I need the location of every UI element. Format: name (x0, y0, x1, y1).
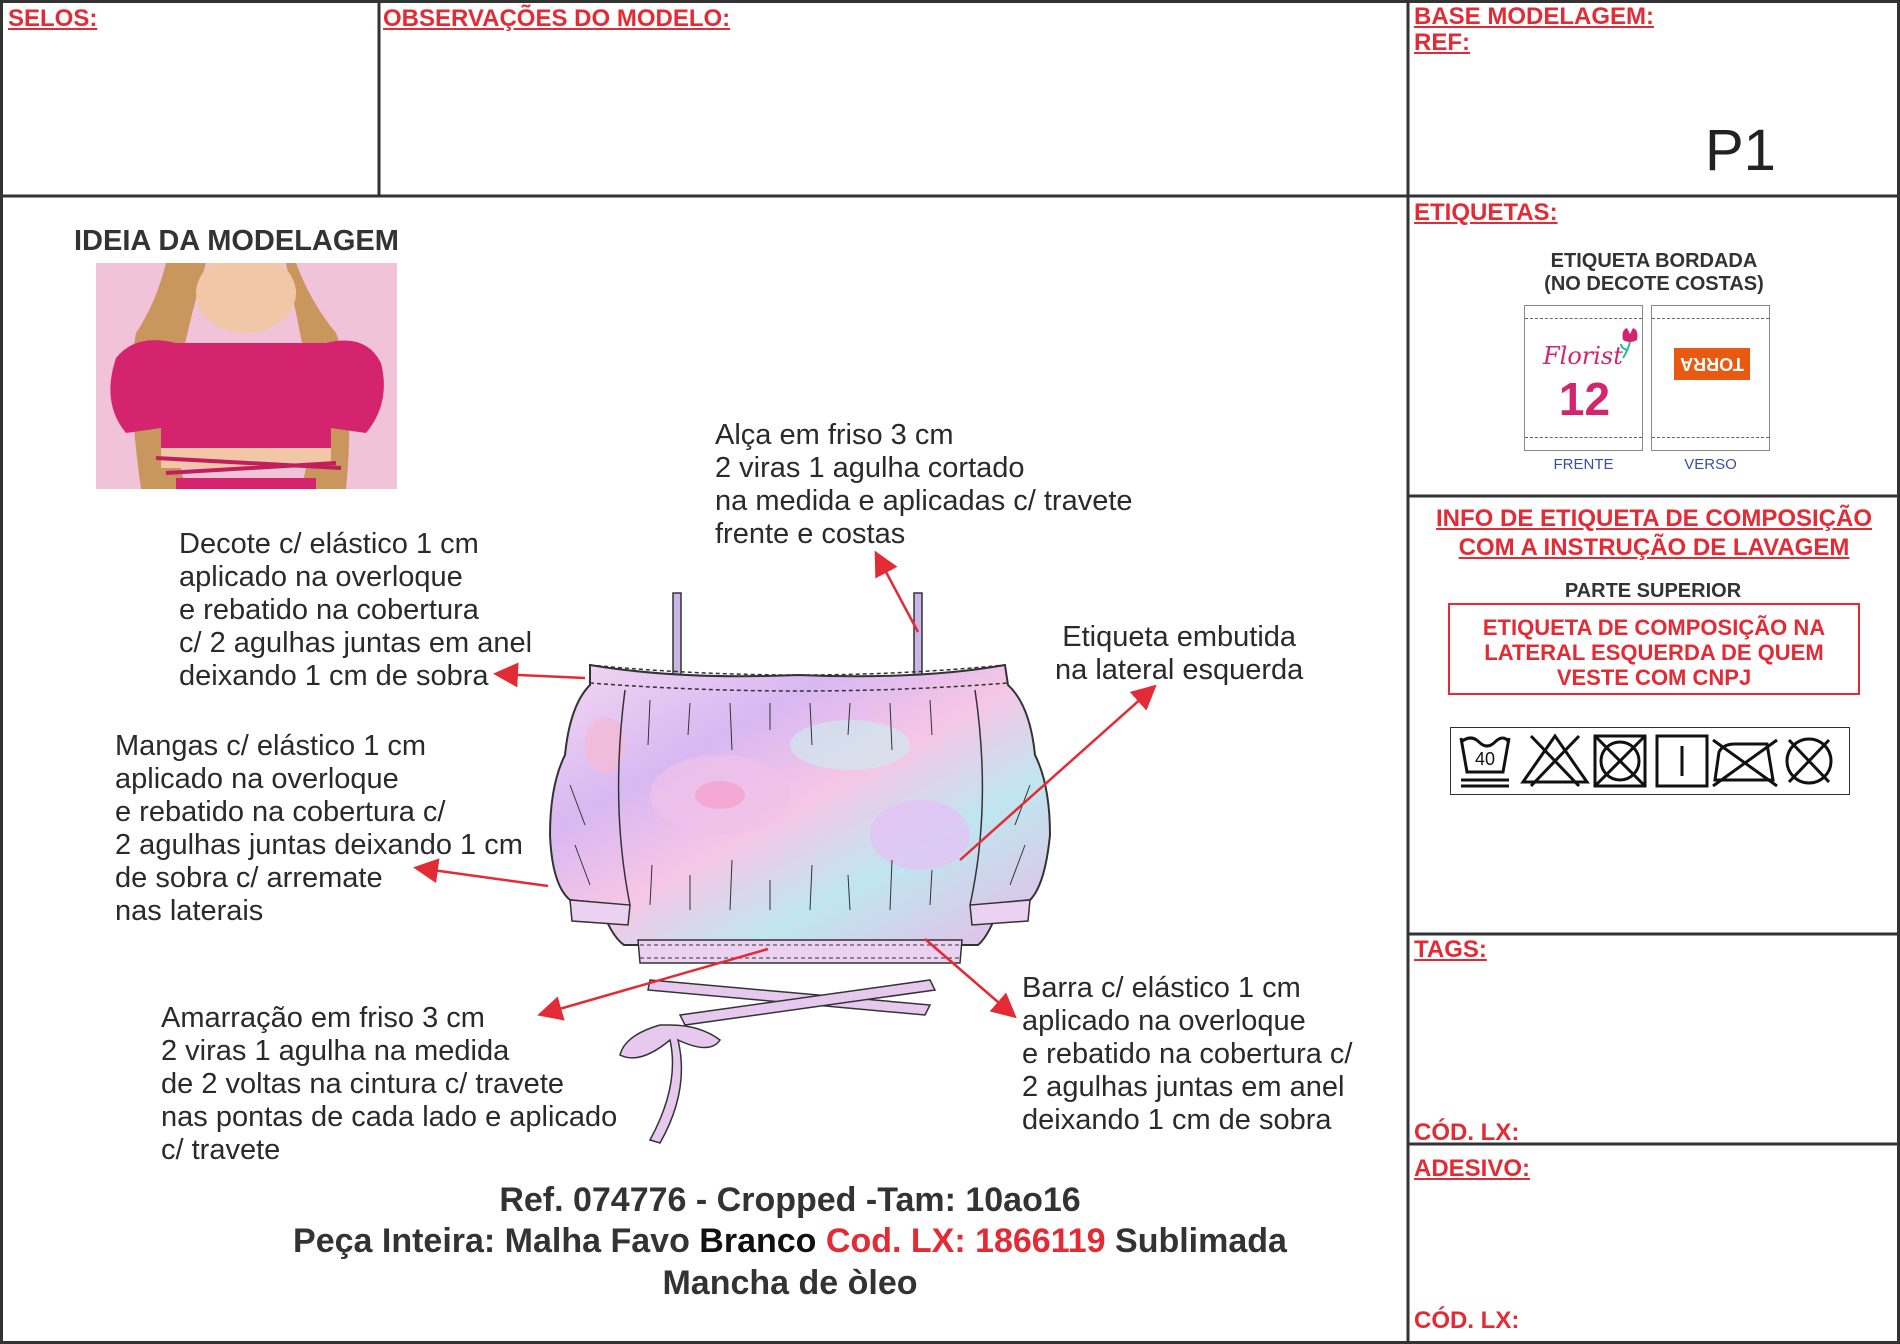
torra-logo: TORRA (1674, 348, 1750, 380)
size-code: P1 (1705, 118, 1776, 183)
brand-number: 12 (1558, 373, 1611, 425)
info-composicao-title: INFO DE ETIQUETA DE COMPOSIÇÃO COM A INSTRUÇÃO DE LAVAGEM (1435, 505, 1873, 561)
cod-lx-tags-label: CÓD. LX: (1414, 1119, 1520, 1146)
tulip-icon (1619, 326, 1641, 360)
care-symbols (1450, 727, 1850, 795)
no-iron-icon (1713, 740, 1777, 786)
etiqueta-bordada-title: ETIQUETA BORDADA (NO DECOTE COSTAS) (1544, 250, 1764, 295)
tags-label: TAGS: (1414, 936, 1487, 963)
note-barra: Barra c/ elástico 1 cm aplicado na overloque e rebatido na cobertura c/ 2 agulhas juntas em anel deixando 1 cm de sobra (1022, 972, 1353, 1136)
label-back (1651, 305, 1770, 451)
no-dry-clean-icon (1787, 739, 1831, 783)
selos-label: SELOS: (8, 5, 98, 32)
ref-line: Ref. 074776 - Cropped -Tam: 10ao16 (499, 1181, 1081, 1219)
note-decote: Decote c/ elástico 1 cm aplicado na overloque e rebatido na cobertura c/ 2 agulhas juntas em anel deixando 1 cm de sobra (179, 528, 533, 692)
composicao-box: ETIQUETA DE COMPOSIÇÃO NA LATERAL ESQUERDA DE QUEM VESTE COM CNPJ (1448, 603, 1860, 695)
etiquetas-label: ETIQUETAS: (1414, 199, 1558, 226)
note-mangas: Mangas c/ elástico 1 cm aplicado na overloque e rebatido na cobertura c/ 2 agulhas juntas deixando 1 cm de sobra c/ arremate nas laterais (115, 730, 523, 927)
line-dry-icon (1657, 736, 1707, 786)
label-front (1524, 305, 1643, 451)
fabric-line: Peça Inteira: Malha Favo Branco Cod. LX: 1866119 Sublimada (293, 1222, 1287, 1260)
brand-script: Florist (1543, 342, 1623, 370)
wash-temp: 40 (1474, 749, 1496, 769)
no-tumble-dry-icon (1595, 736, 1645, 786)
ref-label: REF: (1414, 29, 1470, 56)
adesivo-label: ADESIVO: (1414, 1155, 1531, 1182)
verso-label: VERSO (1684, 456, 1737, 473)
cod-lx-adesivo-label: CÓD. LX: (1414, 1307, 1520, 1334)
note-alca: Alça em friso 3 cm 2 viras 1 agulha cortado na medida e aplicadas c/ travete frente e costas (715, 419, 1133, 550)
ideia-title: IDEIA DA MODELAGEM (74, 225, 399, 257)
no-bleach-icon (1523, 736, 1587, 786)
print-line: Mancha de òleo (662, 1264, 918, 1302)
note-etiqueta: Etiqueta embutida na lateral esquerda (1055, 621, 1304, 686)
observacoes-label: OBSERVAÇÕES DO MODELO: (383, 5, 731, 32)
parte-superior-label: PARTE SUPERIOR (1564, 580, 1742, 602)
frente-label: FRENTE (1553, 456, 1614, 473)
note-amarracao: Amarração em friso 3 cm 2 viras 1 agulha na medida de 2 voltas na cintura c/ travete nas pontas de cada lado e aplicado c/ travete (161, 1002, 618, 1166)
base-modelagem-label: BASE MODELAGEM: (1414, 3, 1654, 30)
